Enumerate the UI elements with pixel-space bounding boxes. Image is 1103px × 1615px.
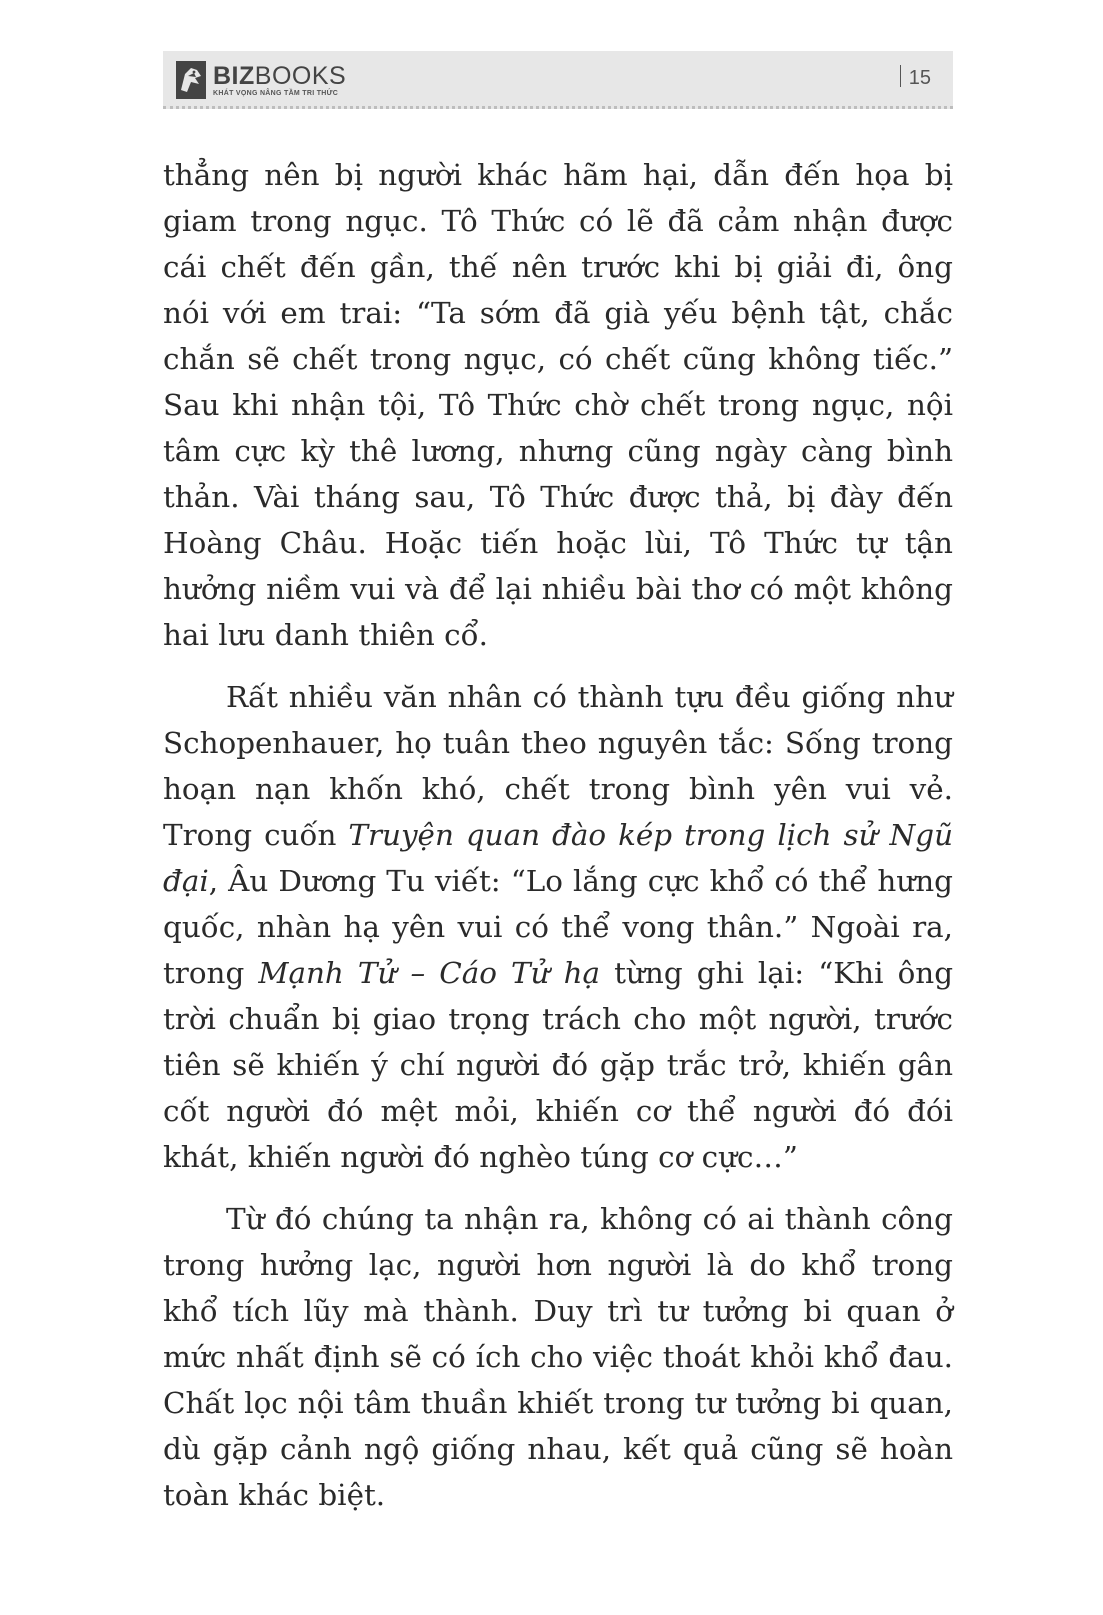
page-number-divider (900, 65, 901, 87)
bizbooks-logo (175, 57, 346, 103)
book-title-ngu-dai: Truyện quan đào kép trong lịch sử Ngũ đại (163, 818, 954, 898)
brand-name-bold: BIZ (213, 61, 255, 90)
brand-name (213, 63, 346, 89)
page-number (900, 65, 931, 91)
page-number-value: 15 (908, 67, 931, 89)
book-title-manh-tu: Mạnh Tử – Cáo Tử hạ (258, 956, 601, 990)
paragraph-2 (163, 674, 953, 1180)
running-header (163, 51, 953, 109)
brand-tagline: KHÁT VỌNG NÂNG TẦM TRI THỨC (213, 89, 339, 97)
paragraph-1: thẳng nên bị người khác hãm hại, dẫn đến họa bị giam trong ngục. Tô Thức có lẽ đã cảm nhận được cái chết đến gần, thế nên trước khi bị giải đi, ông nói với em trai: “Ta sớm đã già yếu bệnh tật, chắc chắn sẽ chết trong ngục, có chết cũng không tiếc.” Sau khi nhận tội, Tô Thức chờ chết trong ngục, nội tâm cực kỳ thê lương, nhưng cũng ngày càng bình thản. Vài tháng sau, Tô Thức được thả, bị đày đến Hoàng Châu. Hoặc tiến hoặc lùi, Tô Thức tự tận hưởng niềm vui và để lại nhiều bài thơ có một không hai lưu danh thiên cổ. (163, 158, 953, 652)
brand-name-light: BOOKS (254, 61, 347, 90)
paragraph-2-text-3: từng ghi lại: “Khi ông trời chuẩn bị giao trọng trách cho một người, trước tiên sẽ khiến ý chí người đó gặp trắc trở, khiến gân cốt người đó mệt mỏi, khiến cơ thể người đó đói khát, khiến người đó nghèo túng cơ cực…” (163, 956, 954, 1174)
page-body (163, 152, 953, 1518)
paragraph-2-text-1: Rất nhiều văn nhân có thành tựu đều giống như Schopenhauer, họ tuân theo nguyên tắc: Sống trong hoạn nạn khốn khó, chết trong bình yên vui vẻ. Trong cuốn (163, 680, 953, 852)
paragraph-2-text-2: , Âu Dương Tu viết: “Lo lắng cực khổ có thể hưng quốc, nhàn hạ yên vui có thể vong thân.” Ngoài ra, trong (163, 864, 953, 990)
logo-text (213, 63, 346, 98)
eagle-logo-icon (175, 60, 207, 100)
paragraph-3: Từ đó chúng ta nhận ra, không có ai thành công trong hưởng lạc, người hơn người là do khổ trong khổ tích lũy mà thành. Duy trì tư tưởng bi quan ở mức nhất định sẽ có ích cho việc thoát khỏi khổ đau. Chất lọc nội tâm thuần khiết trong tư tưởng bi quan, dù gặp cảnh ngộ giống nhau, kết quả cũng sẽ hoàn toàn khác biệt. (163, 1202, 953, 1512)
